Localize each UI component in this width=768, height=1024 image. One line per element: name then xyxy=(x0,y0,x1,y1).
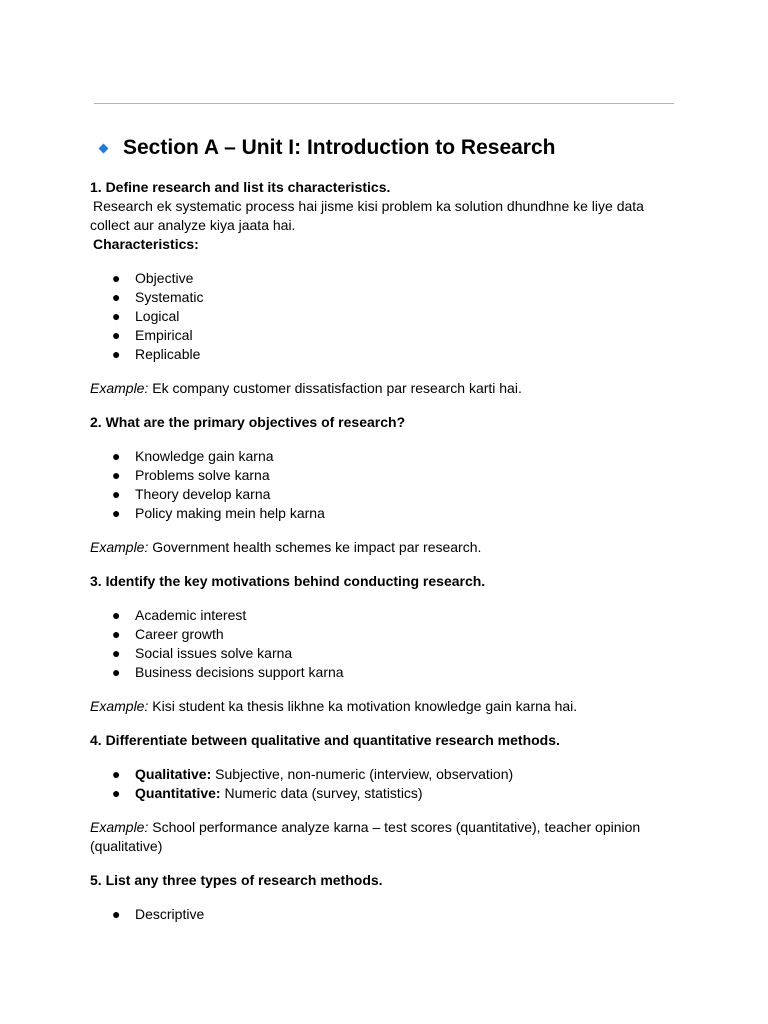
list-item: ● Social issues solve karna xyxy=(112,645,293,661)
example-label: Example: xyxy=(90,819,149,835)
question-1: 1. Define research and list its characteristics. xyxy=(90,179,391,195)
question-3: 3. Identify the key motivations behind conducting research. xyxy=(90,573,486,589)
bullet-icon: ● xyxy=(112,327,121,343)
bullet-icon: ● xyxy=(112,346,121,362)
answer-1-line-2: collect aur analyze kiya jaata hai. xyxy=(90,217,296,233)
answer-1-line-1: Research ek systematic process hai jisme kisi problem ka solution dhundhne ke liye data xyxy=(93,198,644,214)
document-body xyxy=(90,178,680,939)
bullet-icon: ● xyxy=(112,766,121,782)
horizontal-divider xyxy=(94,103,674,104)
bullet-icon: ● xyxy=(112,607,121,623)
example-label: Example: xyxy=(90,380,149,396)
list-item: ● Problems solve karna xyxy=(112,467,270,483)
list-item: ● Empirical xyxy=(112,327,193,343)
list-item: ● Business decisions support karna xyxy=(112,664,344,680)
term-description: Subjective, non-numeric (interview, observation) xyxy=(211,766,514,782)
question-2: 2. What are the primary objectives of research? xyxy=(90,414,406,430)
bullet-icon: ● xyxy=(112,785,121,801)
example-label: Example: xyxy=(90,539,149,555)
list-item xyxy=(90,765,680,784)
bullet-icon: ● xyxy=(112,467,121,483)
bullet-icon: ● xyxy=(112,270,121,286)
example-text: School performance analyze karna – test scores (quantitative), teacher opinion xyxy=(148,819,641,835)
list-item: ● Objective xyxy=(112,270,194,286)
characteristics-list xyxy=(90,269,680,364)
bullet-icon: ● xyxy=(112,505,121,521)
list-item: ● Replicable xyxy=(112,346,201,362)
bullet-icon: ● xyxy=(112,289,121,305)
term-label: Qualitative: xyxy=(135,766,212,782)
bullet-icon: ● xyxy=(112,308,121,324)
characteristics-subheading: Characteristics: xyxy=(93,236,199,252)
research-types-list xyxy=(90,905,680,924)
question-5: 5. List any three types of research methods. xyxy=(90,872,383,888)
list-item: ● Theory develop karna xyxy=(112,486,271,502)
example-text: Government health schemes ke impact par research. xyxy=(148,539,482,555)
list-item: ● Career growth xyxy=(112,626,224,642)
section-heading-text: Section A – Unit I: Introduction to Research xyxy=(123,136,556,159)
list-item: ● Academic interest xyxy=(112,607,247,623)
bullet-icon: ● xyxy=(112,626,121,642)
example-3 xyxy=(90,697,680,716)
example-text-continued: (qualitative) xyxy=(90,838,163,854)
list-item: ● Knowledge gain karna xyxy=(112,448,274,464)
bullet-icon: ● xyxy=(112,486,121,502)
list-item: ● Logical xyxy=(112,308,180,324)
example-label: Example: xyxy=(90,698,149,714)
example-2 xyxy=(90,538,680,557)
term-description: Numeric data (survey, statistics) xyxy=(220,785,423,801)
motivations-list xyxy=(90,606,680,682)
list-item: ● Descriptive xyxy=(112,906,205,922)
bullet-icon: ● xyxy=(112,906,121,922)
example-text: Kisi student ka thesis likhne ka motivation knowledge gain karna hai. xyxy=(148,698,578,714)
example-1 xyxy=(90,379,680,398)
section-heading xyxy=(98,134,555,162)
list-item: ● Policy making mein help karna xyxy=(112,505,325,521)
objectives-list xyxy=(90,447,680,523)
example-4 xyxy=(90,818,680,856)
methods-comparison-list xyxy=(90,765,680,803)
question-4: 4. Differentiate between qualitative and quantitative research methods. xyxy=(90,732,560,748)
bullet-icon: ● xyxy=(112,664,121,680)
example-text: Ek company customer dissatisfaction par research karti hai. xyxy=(148,380,522,396)
list-item: ● Systematic xyxy=(112,289,204,305)
bullet-icon: ● xyxy=(112,645,121,661)
list-item xyxy=(90,784,680,803)
bullet-icon: ● xyxy=(112,448,121,464)
term-label: Quantitative: xyxy=(135,785,221,801)
diamond-bullet-icon xyxy=(99,143,109,153)
